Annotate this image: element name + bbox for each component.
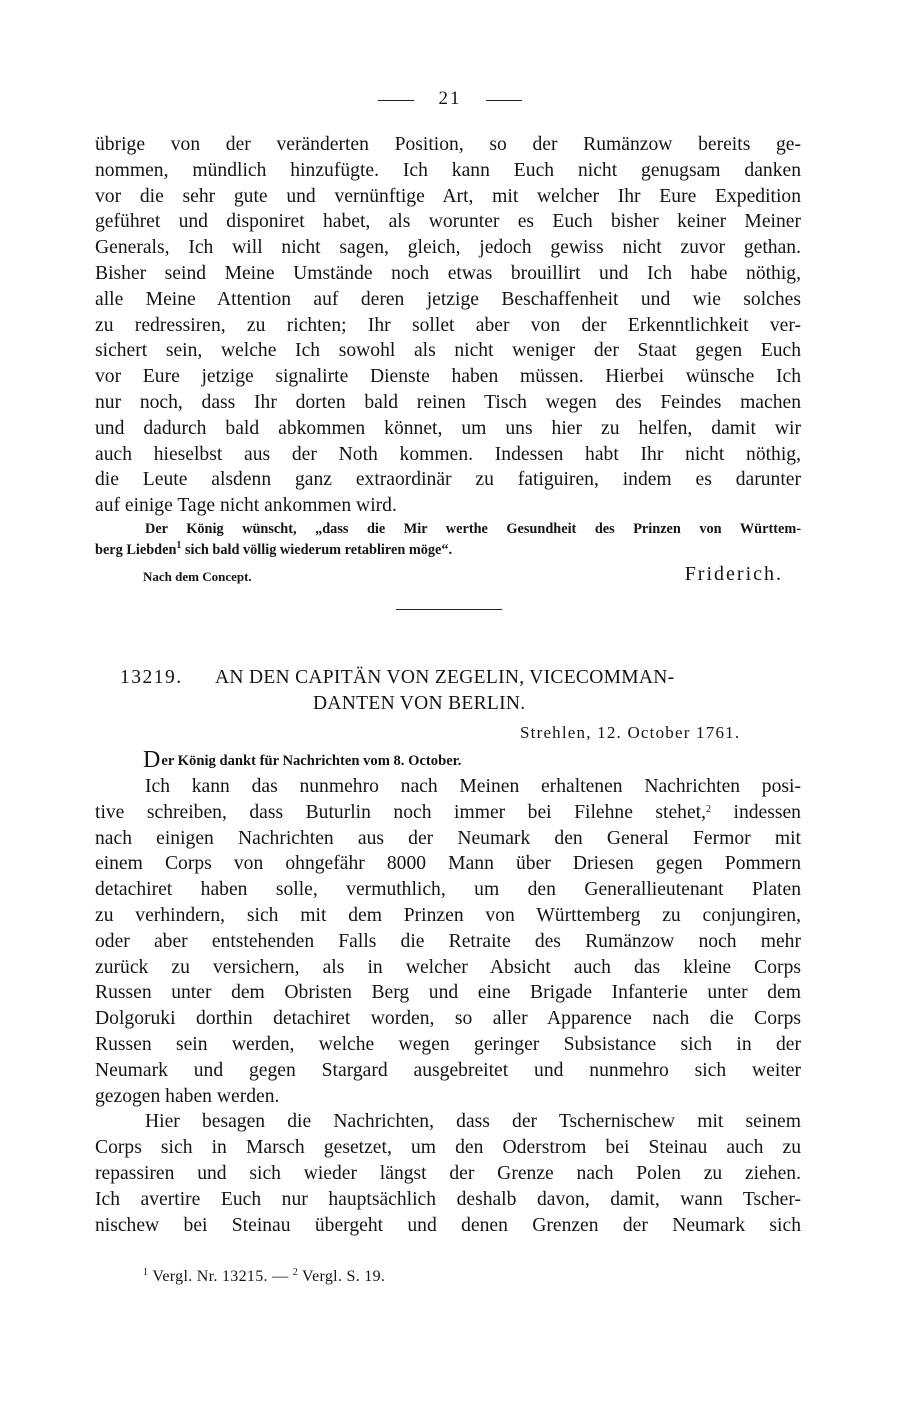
text-line: zurück zu versichern, als in welcher Absicht auch das kleine Corps: [95, 956, 801, 978]
dateline: Strehlen, 12. October 1761.: [520, 723, 741, 742]
text-line: detachiret haben solle, vermuthlich, um den Generallieutenant Platen: [95, 879, 801, 901]
text-line: Neumark und gegen Stargard ausgebreitet und nunmehro sich weiter: [95, 1059, 801, 1081]
footnote-mark: 2: [292, 1267, 299, 1278]
note-line: Der König wünscht, „dass die Mir werthe Gesundheit des Prinzen von Württem-: [145, 521, 801, 537]
text-line: Bisher seind Meine Umstände noch etwas brouillirt und Ich habe nöthig,: [95, 262, 801, 284]
text-line: oder aber entstehenden Falls die Retraite des Rumänzow noch mehr: [95, 930, 801, 952]
text-line: gezogen haben werden.: [95, 1085, 280, 1107]
heading-line: 13219. AN DEN CAPITÄN VON ZEGELIN, VICECOMMAN-: [120, 665, 785, 691]
footnote-ref: 2: [706, 803, 711, 815]
footnote-text: Vergl. S. 19.: [298, 1268, 386, 1285]
running-header: [0, 88, 900, 112]
letter-continuation: [95, 132, 801, 519]
footnote-mark: 1: [143, 1267, 149, 1278]
text-line: nach einigen Nachrichten aus der Neumark den General Fermor mit: [95, 827, 801, 849]
signature: Friderich.: [684, 563, 783, 585]
text-line: einem Corps von ohngefähr 8000 Mann über Driesen gegen Pommern: [95, 853, 801, 875]
text-line: repassiren und sich wieder längst der Grenze nach Polen zu ziehen.: [95, 1162, 801, 1184]
text-line: Russen unter dem Obristen Berg und eine Brigade Infanterie unter dem: [95, 982, 801, 1004]
text-line: Hier besagen die Nachrichten, dass der Tschernischew mit seinem: [145, 1111, 801, 1133]
text-line: geführet und disponiret habet, als worunter es Euch bisher keiner Meiner: [95, 211, 801, 233]
header-dash-right: [486, 100, 522, 101]
text-line: nischew bei Steinau übergeht und denen Grenzen der Neumark sich: [95, 1214, 801, 1236]
page-number: 21: [438, 88, 462, 109]
text-line: und dadurch bald abkommen könnet, um uns hier zu helfen, damit wir: [95, 417, 801, 439]
text-line: Dolgoruki dorthin detachiret worden, so aller Apparence nach die Corps: [95, 1008, 801, 1030]
text-line: tive schreiben, dass Buturlin noch immer bei Filehne stehet,$^2$ indessen: [95, 801, 801, 823]
text-line: Ich kann das nunmehro nach Meinen erhaltenen Nachrichten posi-: [145, 776, 801, 797]
text-line: Russen sein werden, welche wegen geringer Subsistance sich in der: [95, 1033, 801, 1055]
text-line: auch hieselbst aus der Noth kommen. Indessen habt Ihr nicht nöthig,: [95, 443, 801, 465]
section-divider: [396, 609, 502, 610]
text-line: Corps sich in Marsch gesetzet, um den Oderstrom bei Steinau auch zu: [95, 1137, 801, 1159]
footnote-ref: 1: [176, 540, 182, 551]
letter-heading: [120, 665, 785, 717]
text-line: die Leute alsdenn ganz extraordinär zu fatiguiren, indem es darunter: [95, 469, 801, 491]
text-line: vor die sehr gute und vernünftige Art, mit welcher Ihr Eure Expedition: [95, 185, 801, 207]
text-line: zu redressiren, zu richten; Ihr sollet aber von der Erkenntlichkeit ver-: [95, 314, 801, 336]
footnote-text: Vergl. Nr. 13215. —: [148, 1268, 293, 1285]
text-line: nur noch, dass Ihr dorten bald reinen Tisch wegen des Feindes machen: [95, 391, 801, 413]
text-line: übrige von der veränderten Position, so der Rumänzow bereits ge-: [95, 134, 801, 155]
header-dash-left: [378, 100, 414, 101]
drop-initial: D: [143, 747, 161, 773]
text-line: sichert sein, welche Ich sowohl als nicht weniger der Staat gegen Euch: [95, 340, 801, 362]
editorial-note: [95, 519, 801, 561]
text-line: zu verhindern, sich mit dem Prinzen von Württemberg zu conjungiren,: [95, 904, 801, 926]
letter-number: 13219.: [120, 667, 183, 688]
text-line: Generals, Ich will nicht sagen, gleich, jedoch gewiss nicht zuvor gethan.: [95, 237, 801, 259]
text-line: nommen, mündlich hinzufügte. Ich kann Euch nicht genugsam danken: [95, 159, 801, 181]
text-line: vor Eure jetzige signalirte Dienste haben müssen. Hierbei wünsche Ich: [95, 366, 801, 388]
note-line: berg Liebden$^1$ sich bald völlig wiederum retabliren möge“.: [95, 540, 453, 558]
text-line: auf einige Tage nicht ankommen wird.: [95, 495, 397, 517]
letter-summary: Der König dankt für Nachrichten vom 8. October.: [143, 747, 462, 773]
text-line: Ich avertire Euch nur hauptsächlich deshalb davon, damit, wann Tscher-: [95, 1188, 801, 1210]
heading-line: DANTEN VON BERLIN.: [313, 693, 526, 714]
source-note: Nach dem Concept.: [143, 569, 252, 584]
source-row: [143, 563, 783, 591]
letter-body: [95, 774, 801, 1238]
footnotes: [143, 1268, 385, 1286]
text-line: alle Meine Attention auf deren jetzige Beschaffenheit und wie solches: [95, 288, 801, 310]
